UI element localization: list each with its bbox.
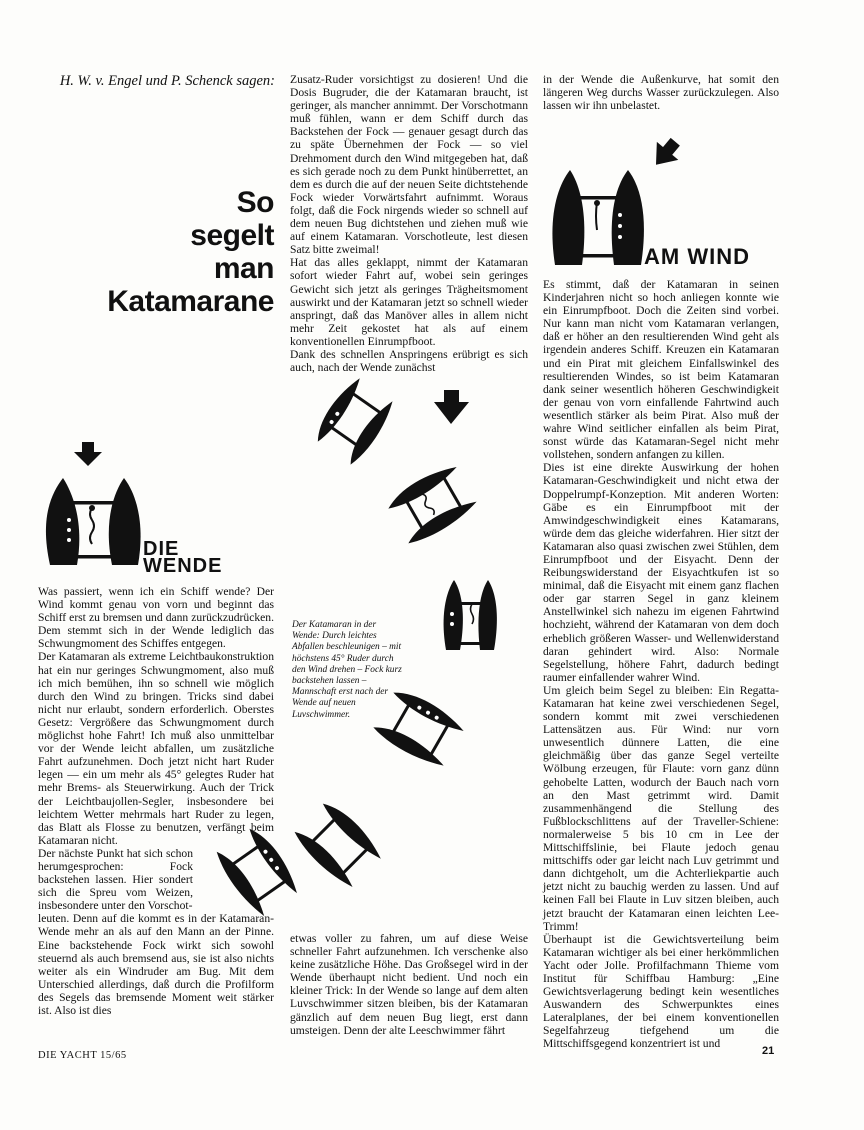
byline: H. W. v. Engel und P. Schenck sagen:	[59, 73, 275, 89]
paragraph: Dank des schnellen Anspringens erübrigt es sich auch, nach der Wende zunächst	[290, 347, 528, 375]
paragraph: Der nächste Punkt hat sich schon herumgesprochen: Fock backstehen lassen. Hier sondert sich die Spreu vom Weizen, insbesondere unter den Vorschot-	[38, 846, 193, 913]
column-2-top	[290, 73, 528, 374]
paragraph: Um gleich beim Segel zu bleiben: Ein Regatta-Katamaran hat keine zwei verschiedenen Segel, sondern kommt mit zwei verschiedenen Lattensätzen aus. Für Wind: nur vorn unwesentlich dünnere Latten, die eine gleichmäßig über das ganze Segel verteilte Wölbung erzeugen, für Flaute: vorn ganz dünn gehobelte Latten, wodurch der Bauch nach vorn an den Mast getrimmt wird. Damit zusammenhängend die Stellung des Fußblockschlittens auf der Traveller-Schiene: normalerweise 5 bis 10 cm in Lee der Mittschiffslinie, bei Flaute jedoch genau mittschiffs oder gar leicht nach Luv getrimmt und dann dichtgeholt, um die Achterliekpartie auch jetzt nicht zu bauchig werden zu lassen. Und auf keinen Fall bei Flaute in Luv sitzen bleiben, auch jetzt braucht der Katamaran einen leichten Lee-Trimm!	[543, 683, 779, 933]
paragraph: Überhaupt ist die Gewichtsverteilung beim Katamaran wichtiger als bei einer herkömmlichen Yacht oder Jolle. Profilfachmann Thieme vom Institut für Schiffbau Hamburg: „Eine Gewichtsverlagerung bedingt kein wesentliches Auswandern des Schwerpunktes eines Lateralplanes, der bei einem konventionellen Segelfahrzeug tiefgehend um die Mittschiffsgegend konzentriert ist und	[543, 932, 779, 1051]
catamaran-wende-icon	[46, 478, 141, 565]
catamaran-sequence-1-icon	[310, 374, 398, 467]
paragraph: Hat das alles geklappt, nimmt der Katamaran sofort wieder Fahrt auf, wobei sein geringes Gewicht sich jetzt als geringes Trägheitsmoment auswirkt und der Katamaran jetzt so schnell wieder anspringt, daß das Manöver alles in allem nicht mehr Zeit gekostet hat als auf einem konventionellen Einrumpfboot.	[290, 256, 528, 348]
paragraph: Dies ist eine direkte Auswirkung der hohen Katamaran-Geschwindigkeit und nicht etwa der Doppelrumpf-Konzeption. Mit anderen Worten: Gäbe es ein Einrumpfboot mit der Amwindgeschwindigkeit eines Katamarans, würde dem das gleiche widerfahren. Hier sitzt der Katamaran also quasi zwischen zwei Stühlen, dem Einrumpfboot und der Eisyacht. Denn der Reibungswiderstand der Eisyachtkufen ist so minimal, daß die Eisyacht mit einem ganz flachen oder gar starren Segel in ganz kleinem Anstellwinkel sich nahezu im eigenen Fahrtwind hochzieht, während der Katamaran von dem doch erheblich größeren Wasser- und Wellenwiderstand daran gehindert wird. Also: Normale Segelstellung, höhere Fahrt, dadurch bedingt raumer einfallender wahrer Wind.	[543, 461, 779, 684]
wind-arrow-icon	[434, 390, 469, 424]
paragraph: etwas voller zu fahren, um auf diese Weise schneller Fahrt aufzunehmen. Ich verschenke also keine zusätzliche Höhe. Das Großsegel wird in der Wende überhaupt nicht bedient. Und noch ein kleiner Trick: In der Wende so lange auf dem alten Luvschwimmer sitzen bleiben, bis der Katamaran gänzlich auf dem neuen Bug liegt, erst dann umsteigen. Denn der alte Leeschwimmer fährt	[290, 932, 528, 1037]
headline	[107, 186, 274, 318]
paragraph: Zusatz-Ruder vorsichtigst zu dosieren! Und die Dosis Bugruder, die der Katamaran braucht, ist geringer, als mancher annimmt. Der Vorschotmann muß fühlen, wann er dem Schiff durch das Backstehen der Fock — genauer gesagt durch das zu späte Übernehmen der Fock — so viel Drehmoment durch den Wind mitgegeben hat, daß es sich gerade noch zu dem Punkt hinüberrettet, an dem es durch die auf der neuen Seite dichtstehende Fock wieder Vorwärtsfahrt aufnimmt. Woraus folgt, daß die Fock nirgends wieder so schnell auf dem neuen Bug dichtstehen und ziehen muß wie auf einem Katamaran. Vorschotleute, lest diesen Satz bitte zweimal!	[290, 73, 528, 257]
column-3-top	[543, 73, 779, 112]
headline-line: Katamarane	[107, 285, 274, 318]
wind-arrow-icon	[645, 133, 686, 174]
paragraph: leuten. Denn auf die kommt es in der Katamaran-Wende mehr an als auf den Mann an der Pinne. Eine backstehende Fock wirkt sich sowohl steuernd als auch bremsend aus, sie ist also nichts weiter als ein Windruder am Bug. Mit dem Unterschied allerdings, daß durch die Profilform des Segels das bremsende Moment weit stärker ist. Also ist dies	[38, 912, 274, 1017]
headline-line: segelt	[190, 219, 274, 252]
page-number: 21	[762, 1045, 775, 1057]
catamaran-sequence-2-icon	[384, 461, 480, 548]
paragraph: Was passiert, wenn ich ein Schiff wende? Der Wind kommt genau von vorn und beginnt das Schiff erst zu bremsen und dann zurückzudrücken. Dem stemmt sich in der Wende lediglich das Schwungmoment des Schiffes entgegen.	[38, 585, 274, 651]
paragraph: in der Wende die Außenkurve, hat somit den längeren Weg durchs Wasser zurückzulegen. Also lassen wir ihn unbelastet.	[543, 73, 779, 113]
paragraph: Es stimmt, daß der Katamaran in seinen Kinderjahren nicht so hoch anliegen konnte wie ein Einrumpfboot. Doch die Zeiten sind vorbei. Nur kann man nicht vom Katamaran verlangen, daß er höher an den resultierenden Wind geht als irgendein anderes Schiff. Kreuzen ein Katamaran und ein Pirat mit gleichem Einfallswinkel des resultierenden Windes, so ist beim Katamaran dank seiner wesentlich höheren Geschwindigkeit der genau von vorn einfallende Fahrtwind auch wesentlich stärker als beim Pirat. Also muß der wahre Wind seitlicher einfallen als beim Pirat, sonst würde das Katamaran-Segel nicht mehr vollstehen, sondern anfangen zu killen.	[543, 278, 779, 462]
paragraph: Der Katamaran als extreme Leichtbaukonstruktion hat ein nur geringes Schwungmoment, also muß ich mich bemühen, ihn so schnell wie möglich durch den Wind zu bringen. Tricks sind dabei nicht nur erlaubt, sondern erforderlich. Oberstes Gesetz: Vergrößere das Schwungmoment durch möglichst hohe Fahrt! Ich muß also unmittelbar vor der Wende leicht abfallen, um zusätzliche Fahrt aufzunehmen. Doch jetzt nicht hart Ruder legen — ein um mehr als 45° gelegtes Ruder hat mehr Brems- als Steuerwirkung. Auch der Trick der Leichtbaujollen-Segler, insbesondere bei leichtem Wetter mehrmals hart Ruder zu legen, das Blatt als Flosse zu benutzen, verfängt beim Katamaran nicht.	[38, 650, 274, 847]
catamaran-amwind-icon	[552, 170, 644, 265]
section-title-am-wind: AM WIND	[644, 244, 750, 269]
section-title-die: DIE	[143, 538, 180, 560]
column-2-bottom	[290, 932, 528, 1037]
column-3-main	[543, 278, 779, 1051]
wind-arrow-icon	[74, 442, 102, 466]
column-1	[38, 585, 274, 1017]
figure-caption: Der Katamaran in der Wende: Durch leichtes Abfallen beschleunigen – mit höchstens 45° Ruder durch den Wind drehen – Fock kurz backstehen lassen – Mannschaft erst nach der Wende auf neuen Luvschwimmer.	[292, 620, 402, 720]
footer-publication: DIE YACHT 15/65	[38, 1050, 127, 1061]
catamaran-sequence-5-icon	[291, 797, 386, 892]
catamaran-sequence-3-icon	[444, 580, 497, 650]
headline-line: man	[213, 252, 274, 285]
section-title-wende: WENDE	[143, 555, 223, 577]
headline-line: So	[236, 186, 274, 219]
